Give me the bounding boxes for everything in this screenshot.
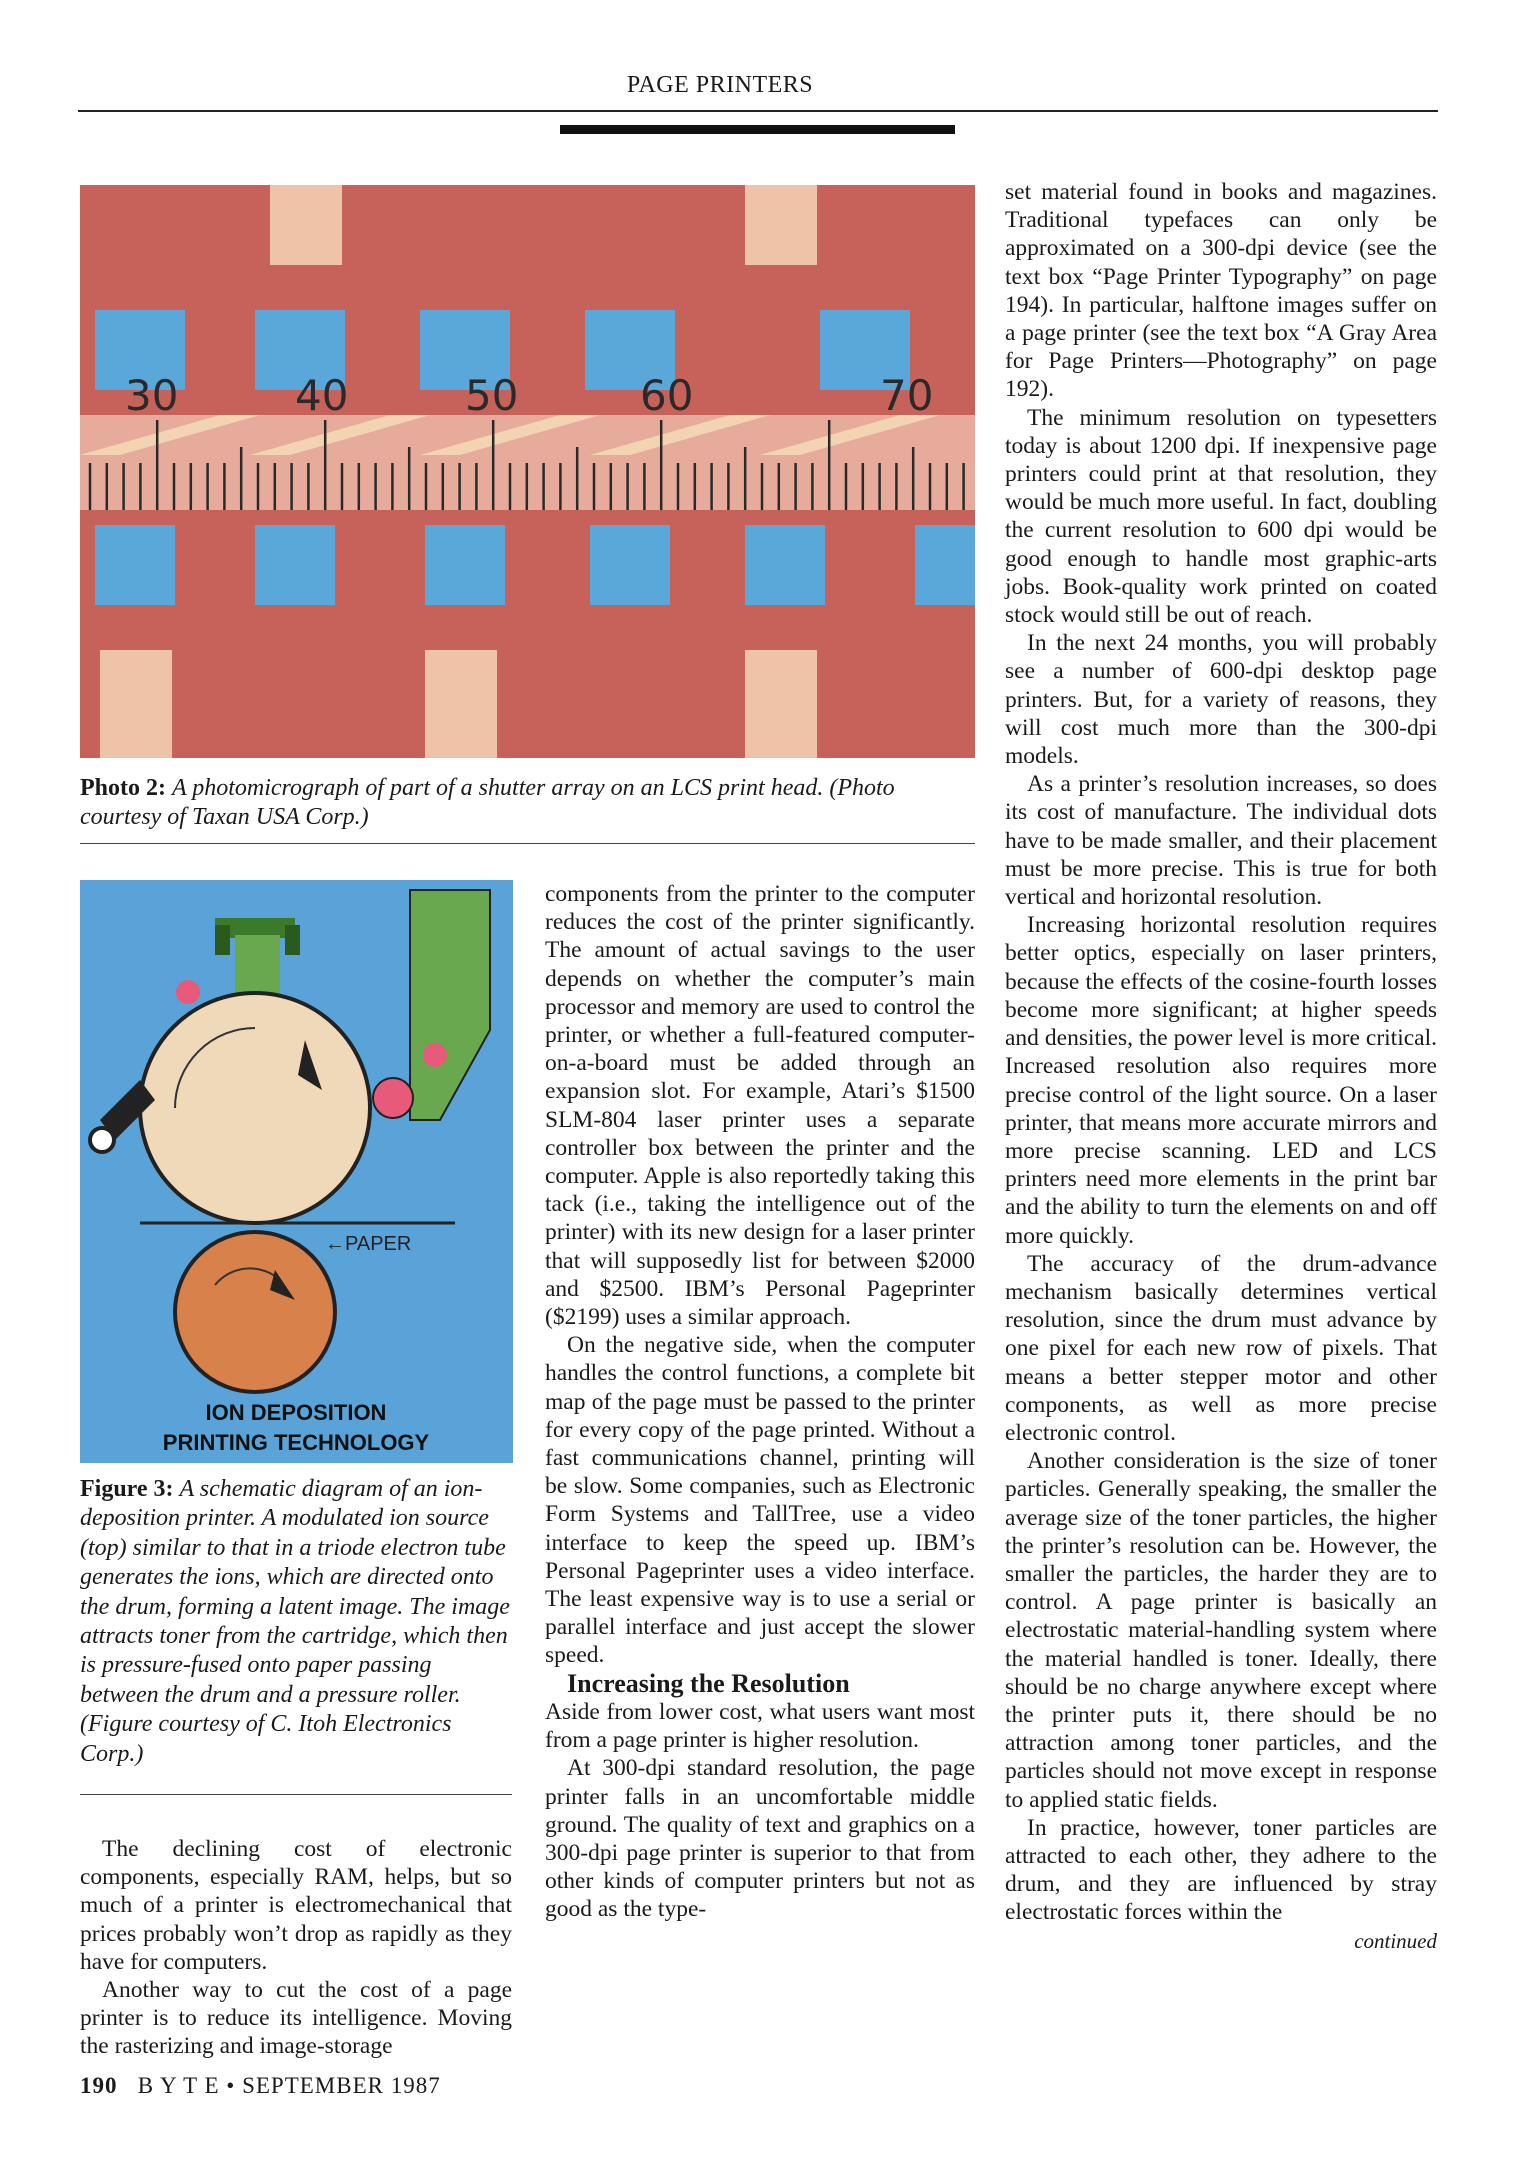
figure-title-line2: PRINTING TECHNOLOGY xyxy=(162,1430,430,1455)
paragraph: In the next 24 months, you will probably see a number of 600-dpi desktop page printers. But, for a variety of reasons, they will cost much more than the 300-dpi models. xyxy=(1005,630,1437,770)
header-bar xyxy=(560,125,955,134)
caption-text: A photomicrograph of part of a shutter array on an LCS print head. (Photo courtesy of Taxan USA Corp.) xyxy=(80,775,895,830)
paragraph: Another consideration is the size of toner particles. Generally speaking, the smaller the average size of the toner particles, the higher the printer’s resolution can be. However, the smaller the particles, the harder they are to control. A page printer is basically an electrostatic material-handling system where the material handled is toner. Ideally, there should be no charge anywhere except where the printer puts it, there should be no attraction among toner particles, and the particles should not move except in response to applied static fields. xyxy=(1005,1448,1437,1813)
paragraph: Another way to cut the cost of a page printer is to reduce its intelligence. Moving the rasterizing and image-storage xyxy=(80,1977,512,2060)
paragraph: The declining cost of electronic components, especially RAM, helps, but so much of a printer is electromechanical that prices probably won’t drop as rapidly as they have for computers. xyxy=(80,1836,512,1975)
paragraph: set material found in books and magazines. Traditional typefaces can only be approximated on a 300-dpi device (see the text box “Page Printer Typography” on page 194). In particular, halftone images suffer on a page printer (see the text box “A Gray Area for Page Printers—Photography” on page 192). xyxy=(1005,179,1437,403)
paragraph: As a printer’s resolution increases, so does its cost of manufacture. The individual dots have to be made smaller, and their placement must be more precise. This is true for both vertical and horizontal resolution. xyxy=(1005,771,1437,911)
caption-text: A schematic diagram of an ion-deposition printer. A modulated ion source (top) similar to that in a triode electron tube generates the ions, which are directed onto the drum, forming a latent image. The image attracts toner from the cartridge, which then is pressure-fused onto paper passing between the drum and a pressure roller. (Figure courtesy of C. Itoh Electronics Corp.) xyxy=(80,1476,510,1767)
paragraph: Aside from lower cost, what users want most from a page printer is higher resolution. xyxy=(545,1698,975,1754)
scale-number: 60 xyxy=(640,371,694,420)
column-3 xyxy=(1005,178,1437,1955)
page-footer xyxy=(80,2073,441,2099)
paragraph: The minimum resolution on typesetters today is about 1200 dpi. If inexpensive page printers could print at that resolution, they would be much more useful. In fact, doubling the current resolution to 600 dpi would be good enough to handle most graphic-arts jobs. Book-quality work printed on coated stock would still be out of reach. xyxy=(1005,404,1437,629)
continued-label: continued xyxy=(1354,1928,1437,1953)
page-number: 190 xyxy=(80,2073,118,2098)
header-rule xyxy=(78,110,1438,112)
figure-caption-rule xyxy=(80,1794,512,1795)
paragraph: At 300-dpi standard resolution, the page printer falls in an uncomfortable middle ground. The quality of text and graphics on a 300-dpi page printer is superior to that from other kinds of computer printers but not as good as the type- xyxy=(545,1755,975,1923)
scale-number: 70 xyxy=(880,371,934,420)
caption-label: Figure 3: xyxy=(80,1476,174,1502)
column-1 xyxy=(80,1835,512,2061)
ion-deposition-diagram xyxy=(80,880,513,1463)
scale-number: 50 xyxy=(465,371,519,420)
photo-shutter-array xyxy=(80,185,975,758)
column-2 xyxy=(545,880,975,1924)
paper-label: ←PAPER xyxy=(325,1233,412,1255)
caption-label: Photo 2: xyxy=(80,775,166,801)
paragraph: In practice, however, toner particles are attracted to each other, they adhere to the drum, and they are influenced by stray electrostatic forces within the xyxy=(1005,1814,1437,1926)
photo-caption xyxy=(80,774,975,832)
paragraph: The accuracy of the drum-advance mechanism basically determines vertical resolution, since the drum must advance by one pixel for each new row of pixels. That means a better stepper motor and other components, as well as more precise electronic control. xyxy=(1005,1250,1437,1446)
running-header: PAGE PRINTERS xyxy=(626,72,814,98)
magazine-issue: B Y T E • SEPTEMBER 1987 xyxy=(137,2073,441,2098)
figure-caption xyxy=(80,1475,510,1769)
scale-number: 30 xyxy=(125,371,179,420)
scale-number: 40 xyxy=(295,371,349,420)
paragraph: components from the printer to the computer reduces the cost of the printer significantly. The amount of actual savings to the user depends on whether the computer’s main processor and memory are used to control the printer, or whether a full-featured computer-on-a-board must be added through an expansion slot. For example, Atari’s $1500 SLM-804 laser printer uses a separate controller box between the printer and the computer. Apple is also reportedly taking this tack (i.e., taking the intelligence out of the printer) with its new design for a laser printer that will supposedly list for between $2000 and $2500. IBM’s Personal Pageprinter ($2199) uses a similar approach. xyxy=(545,881,975,1331)
photomicrograph-image xyxy=(80,185,975,758)
caption-rule xyxy=(80,843,975,844)
figure-title-line1: ION DEPOSITION xyxy=(205,1400,387,1425)
figure-ion-deposition xyxy=(80,880,513,1463)
section-heading: Increasing the Resolution xyxy=(567,1668,850,1698)
paragraph: Increasing horizontal resolution requires better optics, especially on laser printers, because the effects of the cosine-fourth losses become more significant; at higher speeds and densities, the power level is more critical. Increased resolution also requires more precise control of the light source. On a laser printer, that means more accurate mirrors and more precise scanning. LED and LCS printers need more elements in the print bar and the ability to turn the elements on and off more quickly. xyxy=(1005,912,1437,1249)
pressure-roller xyxy=(175,1232,335,1392)
paragraph: On the negative side, when the computer handles the control functions, a complete bit map of the page must be passed to the printer for every copy of the page printed. Without a fast communications channel, printing will be slow. Some companies, such as Electronic Form Systems and TallTree, use a video interface to keep the speed up. IBM’s Personal Pageprinter uses a video interface. The least expensive way is to use a serial or parallel interface and just accept the slower speed. xyxy=(545,1332,975,1669)
